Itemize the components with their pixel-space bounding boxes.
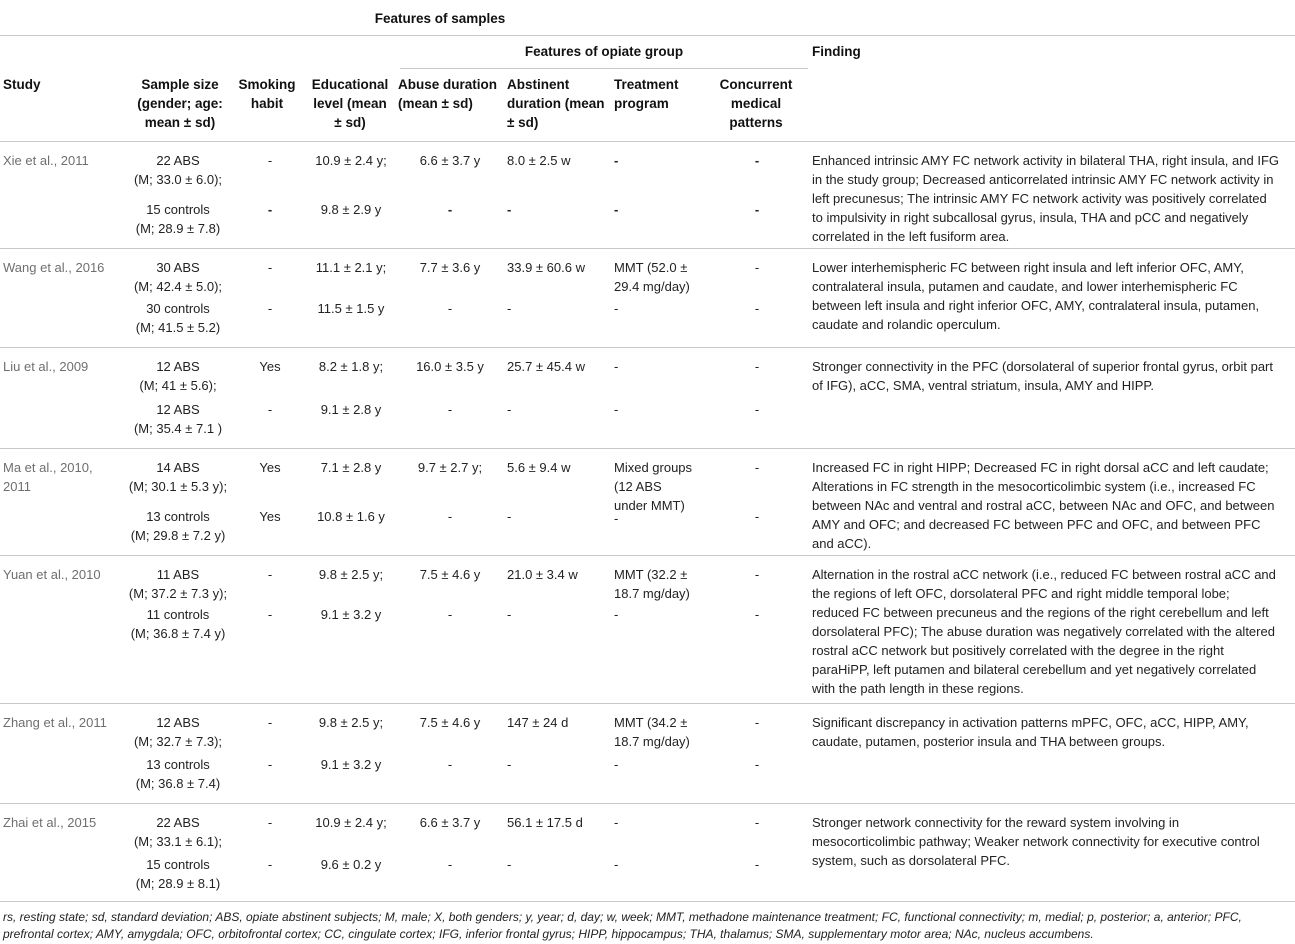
abstinent-duration-cell: 25.7 ± 45.4 w [507, 359, 585, 374]
finding-cell: Increased FC in right HIPP; Decreased FC in right dorsal aCC and left caudate; Alterations in FC strength in the mesocorticolimbic system (i.e., increased FC between NAc and ventral and rostral aCC, between NAc and OFC, and between AMY and OFC; and decreased FC between PFC and OFC, and between PFC and aCC). [812, 460, 1275, 551]
education-cell: 9.1 ± 3.2 y [320, 607, 382, 622]
smoking-cell: Yes [259, 359, 281, 374]
header-study: Study [3, 77, 41, 92]
smoking-cell: - [267, 202, 273, 217]
concurrent-cell: - [754, 359, 760, 374]
finding-cell: Stronger network connectivity for the reward system involving in mesocorticolimbic pathway; Weaker network connectivity for executive control system, such as dorsolateral PFC. [812, 815, 1260, 868]
smoking-cell: - [267, 153, 273, 168]
row-divider [0, 448, 1295, 449]
abuse-duration-cell: - [447, 202, 453, 217]
finding-cell: Enhanced intrinsic AMY FC network activity in bilateral THA, right insula, and IFG in the study group; Decreased anticorrelated intrinsic AMY FC network activity in left precunesus; The intrinsic AMY FC network activity was positively correlated to impulsivity in right subcallosal gyrus, insula, THA and pCC and negatively correlated in the left fusiform area. [812, 153, 1279, 244]
study-cell: Wang et al., 2016 [3, 260, 105, 275]
row-divider [0, 901, 1295, 902]
smoking-cell: Yes [259, 509, 281, 524]
abuse-duration-cell: - [447, 607, 453, 622]
sample-size-cell: 11 controls (M; 36.8 ± 7.4 y) [130, 607, 226, 641]
header-smoking-habit: Smoking habit [238, 77, 296, 111]
abstinent-duration-cell: 5.6 ± 9.4 w [507, 460, 571, 475]
concurrent-cell: - [754, 567, 760, 582]
concurrent-cell: - [754, 757, 760, 772]
smoking-cell: - [267, 757, 273, 772]
education-cell: 10.8 ± 1.6 y [317, 509, 385, 524]
smoking-cell: - [267, 567, 273, 582]
sample-size-cell: 15 controls (M; 28.9 ± 8.1) [135, 857, 221, 891]
study-cell: Xie et al., 2011 [3, 153, 89, 168]
abuse-duration-cell: - [447, 857, 453, 872]
concurrent-cell: - [754, 815, 760, 830]
concurrent-cell: - [754, 260, 760, 275]
treatment-cell: - [614, 757, 619, 772]
header-concurrent-medical-patterns: Concurrent medical patterns [719, 77, 793, 130]
abstinent-duration-cell: - [507, 402, 512, 417]
header-educational-level: Educational level (mean ± sd) [311, 77, 389, 130]
header-rule-bottom [0, 141, 1295, 142]
education-cell: 11.1 ± 2.1 y; [315, 260, 387, 275]
sample-size-cell: 30 ABS (M; 42.4 ± 5.0); [133, 260, 223, 294]
row-divider [0, 555, 1295, 556]
smoking-cell: - [267, 402, 273, 417]
study-cell: Yuan et al., 2010 [3, 567, 101, 582]
sample-size-cell: 30 controls (M; 41.5 ± 5.2) [135, 301, 221, 335]
row-divider [0, 248, 1295, 249]
concurrent-cell: - [754, 509, 760, 524]
sample-size-cell: 15 controls (M; 28.9 ± 7.8) [135, 202, 221, 236]
abstinent-duration-cell: 33.9 ± 60.6 w [507, 260, 585, 275]
smoking-cell: - [267, 715, 273, 730]
abstinent-duration-cell: - [507, 202, 512, 217]
finding-cell: Lower interhemispheric FC between right insula and left inferior OFC, AMY, contralateral insula, putamen and caudate, and lower interhemispheric FC between left insula and right inferior OFC, AMY, contralateral insula, putamen, caudate and rolandic operculum. [812, 260, 1260, 332]
treatment-cell: - [614, 202, 619, 217]
smoking-cell: - [267, 301, 273, 316]
row-divider [0, 347, 1295, 348]
concurrent-cell: - [754, 153, 760, 168]
education-cell: 9.6 ± 0.2 y [320, 857, 382, 872]
abuse-duration-cell: 6.6 ± 3.7 y [419, 815, 481, 830]
header-treatment-program: Treatment program [614, 77, 679, 111]
education-cell: 9.1 ± 2.8 y [320, 402, 382, 417]
header-rule-top [0, 35, 1295, 36]
abstinent-duration-cell: - [507, 607, 512, 622]
study-cell: Zhang et al., 2011 [3, 715, 107, 730]
abuse-duration-cell: 9.7 ± 2.7 y; [417, 460, 483, 475]
education-cell: 11.5 ± 1.5 y [317, 301, 385, 316]
treatment-cell: - [614, 511, 619, 526]
education-cell: 9.1 ± 3.2 y [320, 757, 382, 772]
header-rule-opiate [400, 68, 808, 69]
sample-size-cell: 12 ABS (M; 32.7 ± 7.3); [133, 715, 223, 749]
concurrent-cell: - [754, 301, 760, 316]
abuse-duration-cell: 7.5 ± 4.6 y [419, 567, 481, 582]
concurrent-cell: - [754, 402, 760, 417]
sample-size-cell: 11 ABS (M; 37.2 ± 7.3 y); [128, 567, 228, 601]
treatment-cell: - [614, 359, 619, 374]
smoking-cell: Yes [259, 460, 281, 475]
abstinent-duration-cell: 21.0 ± 3.4 w [507, 567, 578, 582]
abuse-duration-cell: - [447, 402, 453, 417]
header-finding: Finding [812, 44, 861, 59]
education-cell: 9.8 ± 2.5 y; [318, 567, 384, 582]
concurrent-cell: - [754, 607, 760, 622]
treatment-cell: Mixed groups (12 ABS under MMT) [614, 460, 693, 513]
treatment-cell: - [614, 402, 619, 417]
abuse-duration-cell: - [447, 301, 453, 316]
treatment-cell: MMT (32.2 ± 18.7 mg/day) [614, 567, 690, 601]
finding-cell: Stronger connectivity in the PFC (dorsolateral of superior frontal gyrus, orbit part of IFG), aCC, SMA, ventral striatum, insula, AMY and HIPP. [812, 359, 1273, 393]
sample-size-cell: 13 controls (M; 29.8 ± 7.2 y) [130, 509, 226, 543]
abstinent-duration-cell: 56.1 ± 17.5 d [507, 815, 583, 830]
header-sample-size: Sample size (gender; age: mean ± sd) [137, 77, 223, 130]
treatment-cell: - [614, 301, 619, 316]
sample-size-cell: 14 ABS (M; 30.1 ± 5.3 y); [128, 460, 228, 494]
education-cell: 9.8 ± 2.9 y [320, 202, 382, 217]
smoking-cell: - [267, 260, 273, 275]
finding-cell: Significant discrepancy in activation patterns mPFC, OFC, aCC, HIPP, AMY, caudate, putamen, posterior insula and THA between groups. [812, 715, 1249, 749]
header-features-of-samples: Features of samples [374, 11, 506, 26]
abuse-duration-cell: 16.0 ± 3.5 y [416, 359, 484, 374]
treatment-cell: - [614, 815, 619, 830]
education-cell: 10.9 ± 2.4 y; [315, 153, 387, 168]
row-divider [0, 803, 1295, 804]
treatment-cell: MMT (34.2 ± 18.7 mg/day) [614, 715, 690, 749]
abstinent-duration-cell: - [507, 857, 512, 872]
education-cell: 8.2 ± 1.8 y; [318, 359, 384, 374]
concurrent-cell: - [754, 857, 760, 872]
sample-size-cell: 22 ABS (M; 33.1 ± 6.1); [133, 815, 223, 849]
education-cell: 9.8 ± 2.5 y; [318, 715, 384, 730]
education-cell: 10.9 ± 2.4 y; [315, 815, 387, 830]
treatment-cell: - [614, 857, 619, 872]
sample-size-cell: 12 ABS (M; 35.4 ± 7.1 ) [133, 402, 223, 436]
header-abstinent-duration: Abstinent duration (mean ± sd) [507, 77, 605, 130]
concurrent-cell: - [754, 202, 760, 217]
education-cell: 7.1 ± 2.8 y [320, 460, 382, 475]
abuse-duration-cell: - [447, 757, 453, 772]
study-cell: Ma et al., 2010, 2011 [3, 460, 93, 494]
table-footnote: rs, resting state; sd, standard deviation; ABS, opiate abstinent subjects; M, male; X, both genders; y, year; d, day; w, week; MMT, methadone maintenance treatment; FC, functional connectivity; m, medial; p, posterior; a, anterior; PFC, prefrontal cortex; AMY, amygdala; OFC, orbitofrontal cortex; CC, cingulate cortex; IFG, inferior frontal gyrus; HIPP, hippocampus; THA, thalamus; SMA, supplementary motor area; NAc, nucleus accumbens. [3, 910, 1242, 941]
abuse-duration-cell: 7.7 ± 3.6 y [419, 260, 481, 275]
smoking-cell: - [267, 607, 273, 622]
abstinent-duration-cell: - [507, 757, 512, 772]
abuse-duration-cell: - [447, 509, 453, 524]
sample-size-cell: 22 ABS (M; 33.0 ± 6.0); [133, 153, 223, 187]
abuse-duration-cell: 6.6 ± 3.7 y [419, 153, 481, 168]
sample-size-cell: 12 ABS (M; 41 ± 5.6); [139, 359, 217, 393]
smoking-cell: - [267, 857, 273, 872]
finding-cell: Alternation in the rostral aCC network (i.e., reduced FC between rostral aCC and the regions of left OFC, dorsolateral PFC and right middle temporal lobe; reduced FC between precuneus and the regions of the right cerebellum and left dorsolateral PFC); The abuse duration was negatively correlated with the altered rostral aCC network but positively correlated with the degree in the right paraHiPP, left putamen and bilateral cerebellum and yet negatively correlated with the path length in these regions. [812, 567, 1276, 696]
row-divider [0, 703, 1295, 704]
concurrent-cell: - [754, 715, 760, 730]
abuse-duration-cell: 7.5 ± 4.6 y [419, 715, 481, 730]
abstinent-duration-cell: - [507, 509, 512, 524]
study-cell: Zhai et al., 2015 [3, 815, 97, 830]
abstinent-duration-cell: 147 ± 24 d [507, 715, 569, 730]
abstinent-duration-cell: 8.0 ± 2.5 w [507, 153, 571, 168]
sample-size-cell: 13 controls (M; 36.8 ± 7.4) [135, 757, 221, 791]
treatment-cell: MMT (52.0 ± 29.4 mg/day) [614, 260, 690, 294]
header-features-of-opiate-group: Features of opiate group [524, 44, 684, 59]
concurrent-cell: - [754, 460, 760, 475]
abstinent-duration-cell: - [507, 301, 512, 316]
smoking-cell: - [267, 815, 273, 830]
treatment-cell: - [614, 153, 619, 168]
study-cell: Liu et al., 2009 [3, 359, 89, 374]
header-abuse-duration: Abuse duration (mean ± sd) [398, 77, 498, 111]
treatment-cell: - [614, 607, 619, 622]
